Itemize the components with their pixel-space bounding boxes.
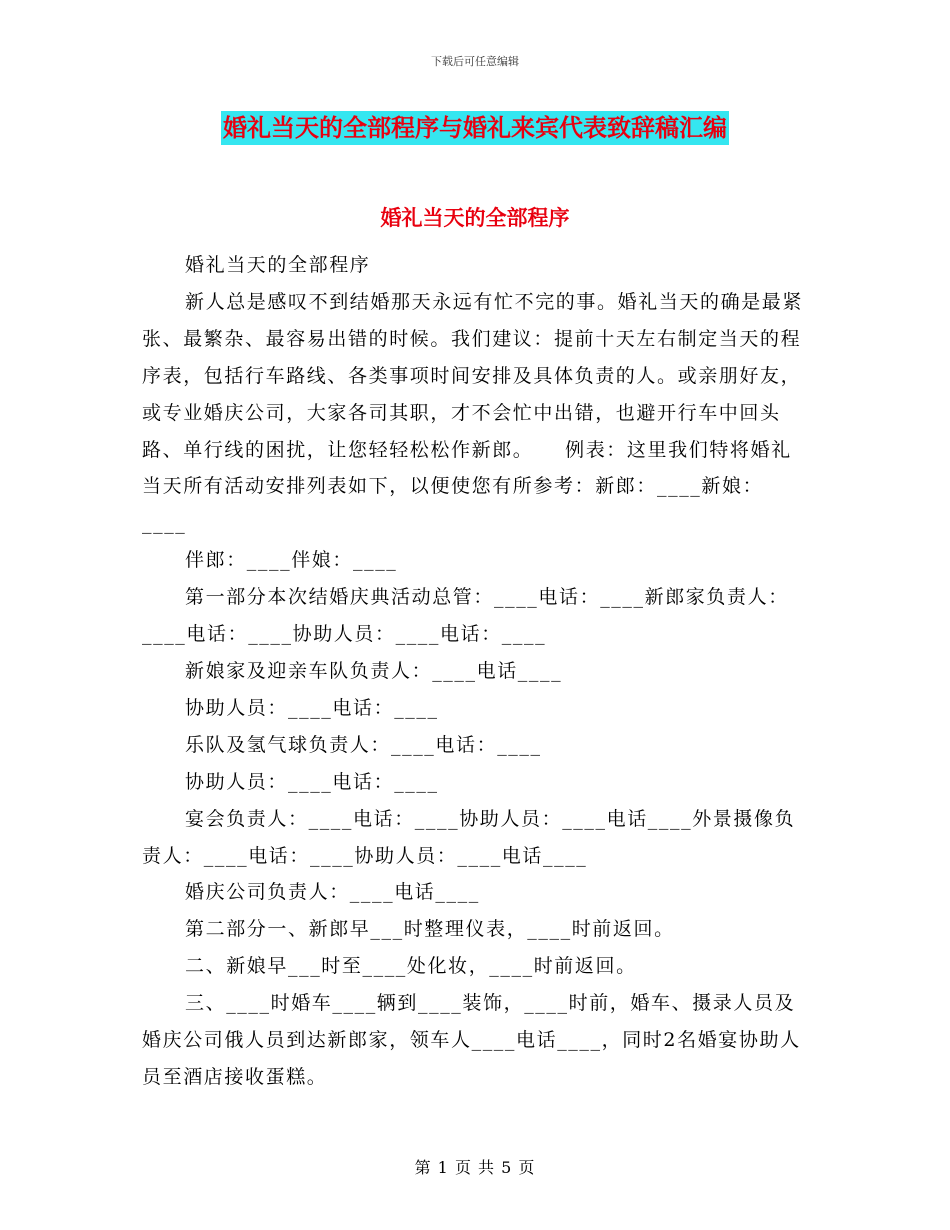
paragraph: 婚礼当天的全部程序: [185, 254, 371, 276]
document-body: [142, 247, 806, 1096]
paragraph: 宴会负责人：____电话：____协助人员：____电话____外景摄像负责人：____电话：____协助人员：____电话____: [142, 807, 796, 867]
paragraph: 新娘家及迎亲车队负责人：____电话____: [185, 659, 563, 682]
section-title: 婚礼当天的全部程序: [380, 206, 570, 230]
paragraph: 第一部分本次结婚庆典活动总管：____电话：____新郎家负责人：____电话：____协助人员：____电话：____: [142, 586, 789, 646]
paragraph: 伴郎：____伴娘：____: [185, 549, 398, 572]
page-header-note: 下载后可任意编辑: [431, 55, 519, 68]
document-main-title: 婚礼当天的全部程序与婚礼来宾代表致辞稿汇编: [221, 111, 729, 145]
paragraph: 第二部分一、新郎早___时整理仪表，____时前返回。: [185, 918, 675, 941]
page-number-footer: 第 1 页 共 5 页: [414, 1158, 536, 1177]
paragraph: 二、新娘早___时至____处化妆，____时前返回。: [185, 955, 637, 978]
paragraph: 协助人员：____电话：____: [185, 696, 439, 719]
paragraph: 婚庆公司负责人：____电话____: [185, 881, 480, 904]
paragraph: 新人总是感叹不到结婚那天永远有忙不完的事。婚礼当天的确是最紧张、最繁杂、最容易出错的时候。我们建议：提前十天左右制定当天的程序表，包括行车路线、各类事项时间安排及具体负责的人。或亲朋好友，或专业婚庆公司，大家各司其职，才不会忙中出错，也避开行车中回头路、单行线的困扰，让您轻轻松松作新郎。 例表：这里我们特将婚礼当天所有活动安排列表如下，以便使您有所参考：新郎：____新娘：____: [142, 290, 804, 535]
paragraph: 协助人员：____电话：____: [185, 770, 439, 793]
paragraph: 乐队及氢气球负责人：____电话：____: [185, 733, 542, 756]
paragraph: 三、____时婚车____辆到____装饰，____时前，婚车、摄录人员及婚庆公司俄人员到达新郎家，领车人____电话____，同时2名婚宴协助人员至酒店接收蛋糕。: [142, 992, 801, 1088]
